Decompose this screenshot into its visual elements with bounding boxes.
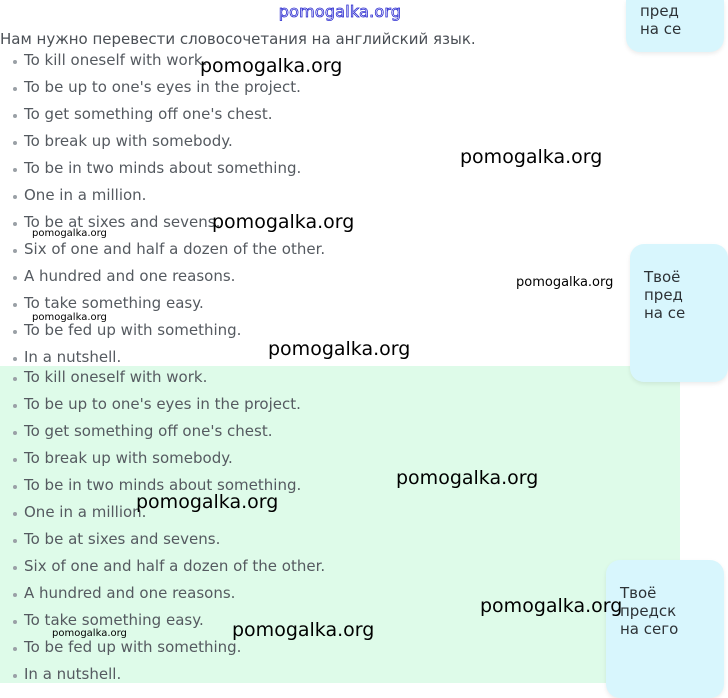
phrase-text: To be in two minds about something. [24, 159, 302, 177]
phrase-text: Six of one and half a dozen of the other. [24, 240, 326, 258]
answer-text: One in a million. [24, 503, 147, 521]
bullet-icon [13, 566, 17, 570]
watermark: pomogalka.org [212, 211, 355, 233]
answer-text: Six of one and half a dozen of the other. [24, 557, 326, 575]
bullet-icon [13, 249, 17, 253]
watermark: pomogalka.org [200, 55, 343, 77]
bullet-icon [13, 222, 17, 226]
bullet-icon [13, 458, 17, 462]
answer-text: To break up with somebody. [24, 449, 233, 467]
phrase-text: One in a million. [24, 186, 147, 204]
list-item [0, 391, 325, 418]
list-item [0, 236, 325, 263]
answer-text: To be fed up with something. [24, 638, 242, 656]
answer-text: To take something easy. [24, 611, 204, 629]
phrase-text: To take something easy. [24, 294, 204, 312]
bubble-line: пред [644, 286, 683, 304]
answer-text: In a nutshell. [24, 665, 122, 683]
bubble-line: на се [640, 20, 682, 38]
phrase-text: To be fed up with something. [24, 321, 242, 339]
list-item [0, 74, 325, 101]
answer-text: To be at sixes and sevens. [24, 530, 221, 548]
list-item [0, 661, 325, 688]
bullet-icon [13, 593, 17, 597]
bubble-line: Твоё [620, 584, 657, 602]
bullet-icon [13, 87, 17, 91]
bullet-icon [13, 303, 17, 307]
bullet-icon [13, 377, 17, 381]
answer-text: To kill oneself with work. [24, 368, 208, 386]
phrase-text: To be at sixes and sevens. [24, 213, 221, 231]
bullet-icon [13, 276, 17, 280]
list-item [0, 553, 325, 580]
watermark: pomogalka.org [52, 628, 127, 639]
phrase-text: To get something off one's chest. [24, 105, 273, 123]
phrase-text: To kill oneself with work. [24, 51, 208, 69]
answer-text: To be up to one's eyes in the project. [24, 395, 301, 413]
phrase-text: A hundred and one reasons. [24, 267, 236, 285]
bubble-line: Твоё [644, 268, 681, 286]
watermark: pomogalka.org [480, 595, 623, 617]
answer-text: A hundred and one reasons. [24, 584, 236, 602]
bullet-icon [13, 539, 17, 543]
watermark: pomogalka.org [232, 619, 375, 641]
bullet-icon [13, 512, 17, 516]
bullet-icon [13, 674, 17, 678]
bullet-icon [13, 168, 17, 172]
watermark: pomogalka.org [396, 467, 539, 489]
bubble-line: на сего [620, 620, 679, 638]
bullet-icon [13, 330, 17, 334]
list-item [0, 364, 325, 391]
list-item [0, 155, 325, 182]
bullet-icon [13, 195, 17, 199]
bubble-line: пред [640, 2, 679, 20]
bullet-icon [13, 141, 17, 145]
bullet-icon [13, 114, 17, 118]
list-item [0, 128, 325, 155]
watermark: pomogalka.org [32, 312, 107, 323]
list-item [0, 263, 325, 290]
prediction-bubble[interactable] [630, 244, 728, 382]
prediction-bubble[interactable] [606, 560, 724, 698]
answer-text: To get something off one's chest. [24, 422, 273, 440]
bullet-icon [13, 431, 17, 435]
bullet-icon [13, 357, 17, 361]
phrase-text: To break up with somebody. [24, 132, 233, 150]
bullet-icon [13, 404, 17, 408]
bullet-icon [13, 620, 17, 624]
phrase-text: In a nutshell. [24, 348, 122, 366]
watermark: pomogalka.org [268, 338, 411, 360]
prediction-bubble[interactable] [626, 0, 724, 52]
bullet-icon [13, 60, 17, 64]
list-item [0, 445, 325, 472]
task-question: Нам нужно перевести словосочетания на английский язык. [0, 30, 476, 48]
list-item [0, 182, 325, 209]
watermark: pomogalka.org [136, 491, 279, 513]
list-item [0, 418, 325, 445]
watermark: pomogalka.org [516, 275, 614, 290]
list-item [0, 526, 325, 553]
site-logo[interactable]: pomogalka.org [278, 2, 402, 21]
list-item [0, 101, 325, 128]
watermark: pomogalka.org [32, 228, 107, 239]
bubble-line: на се [644, 304, 686, 322]
bubble-line: предск [620, 602, 677, 620]
watermark: pomogalka.org [460, 146, 603, 168]
bullet-icon [13, 647, 17, 651]
answer-text: To be in two minds about something. [24, 476, 302, 494]
list-item [0, 580, 325, 607]
bullet-icon [13, 485, 17, 489]
phrase-text: To be up to one's eyes in the project. [24, 78, 301, 96]
